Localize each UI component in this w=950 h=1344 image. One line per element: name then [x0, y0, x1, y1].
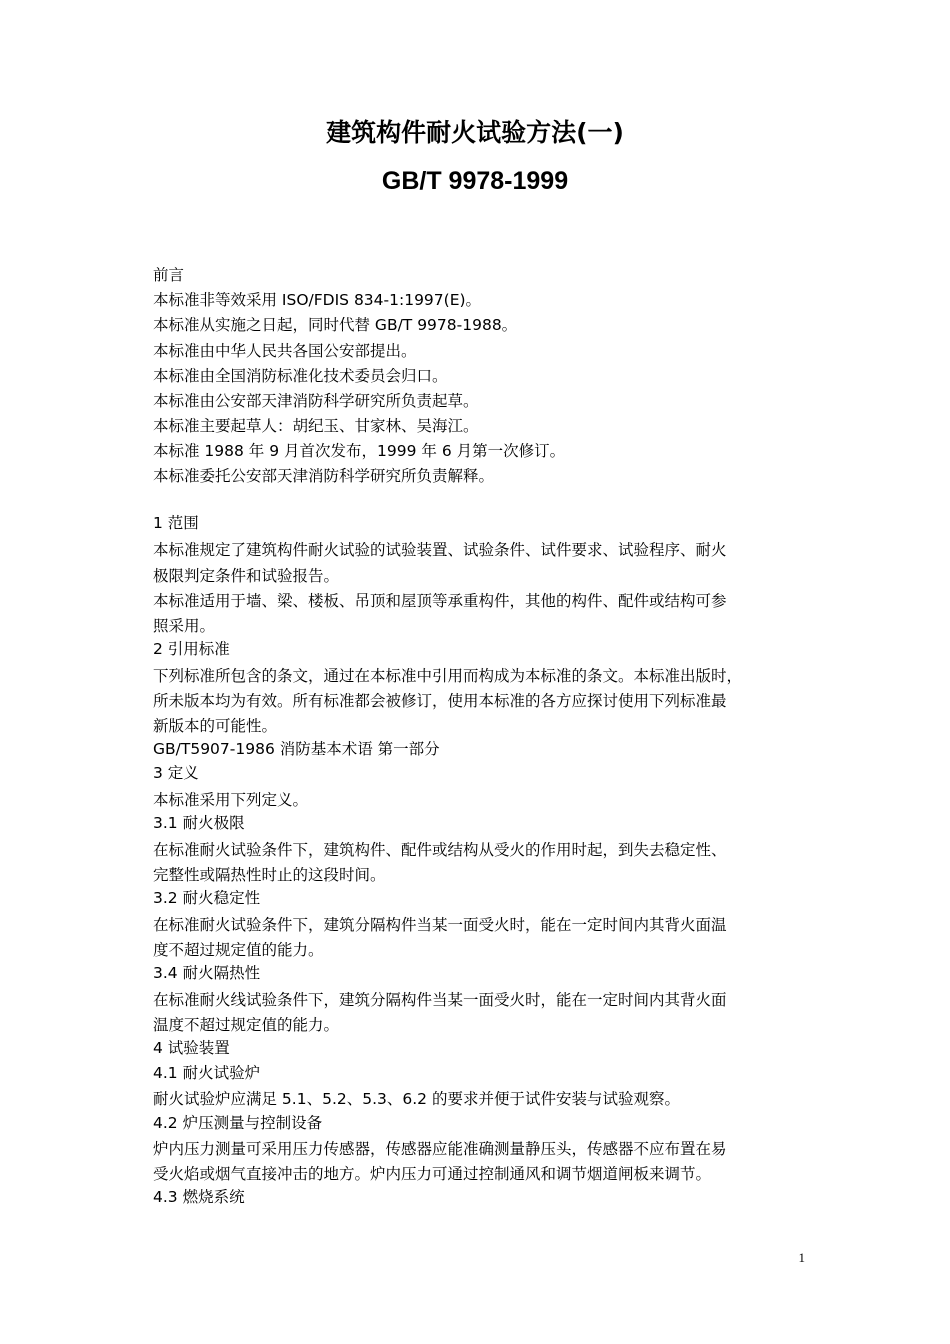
text-line: 所未版本均为有效。所有标准都会被修订，使用本标准的各方应探讨使用下列标准最 — [153, 692, 727, 710]
subsection-heading: 4.1 耐火试验炉 — [153, 1064, 261, 1082]
section-heading: 1 范围 — [153, 514, 199, 532]
text-line: 本标准委托公安部天津消防科学研究所负责解释。 — [153, 467, 495, 485]
text-line: 极限判定条件和试验报告。 — [153, 567, 340, 585]
page-number: 1 — [798, 1250, 805, 1265]
text-line: 在标准耐火试验条件下，建筑分隔构件当某一面受火时，能在一定时间内其背火面温 — [153, 916, 727, 934]
text-line: 本标准非等效采用 ISO/FDIS 834-1:1997(E)。 — [153, 291, 482, 309]
text-line: 本标准从实施之日起，同时代替 GB/T 9978-1988。 — [153, 316, 518, 334]
text-line: 下列标准所包含的条文，通过在本标准中引用而构成为本标准的条文。本标准出版时， — [153, 667, 743, 685]
text-line: 本标准采用下列定义。 — [153, 791, 309, 809]
section-heading: 4 试验装置 — [153, 1039, 230, 1057]
text-line: 受火焰或烟气直接冲击的地方。炉内压力可通过控制通风和调节烟道闸板来调节。 — [153, 1165, 712, 1183]
text-line: 本标准规定了建筑构件耐火试验的试验装置、试验条件、试件要求、试验程序、耐火 — [153, 541, 727, 559]
text-line: 温度不超过规定值的能力。 — [153, 1016, 340, 1034]
subsection-heading: 4.3 燃烧系统 — [153, 1188, 245, 1206]
text-line: 炉内压力测量可采用压力传感器，传感器应能准确测量静压头，传感器不应布置在易 — [153, 1140, 727, 1158]
text-line: 在标准耐火线试验条件下，建筑分隔构件当某一面受火时，能在一定时间内其背火面 — [153, 991, 727, 1009]
standard-code: GB/T 9978-1999 — [381, 167, 569, 195]
text-line: GB/T5907-1986 消防基本术语 第一部分 — [153, 740, 440, 758]
text-line: 在标准耐火试验条件下，建筑构件、配件或结构从受火的作用时起，到失去稳定性、 — [153, 841, 727, 859]
text-line: 耐火试验炉应满足 5.1、5.2、5.3、6.2 的要求并便于试件安装与试验观察。 — [153, 1090, 680, 1108]
text-line: 照采用。 — [153, 617, 216, 635]
subsection-heading: 3.4 耐火隔热性 — [153, 964, 261, 982]
text-line: 本标准主要起草人：胡纪玉、甘家林、吴海江。 — [153, 417, 479, 435]
section-heading: 3 定义 — [153, 764, 199, 782]
text-line: 前言 — [153, 266, 185, 284]
text-line: 本标准适用于墙、梁、楼板、吊顶和屋顶等承重构件，其他的构件、配件或结构可参 — [153, 592, 727, 610]
document-title: 建筑构件耐火试验方法(一) — [326, 118, 624, 147]
text-line: 新版本的可能性。 — [153, 717, 278, 735]
text-line: 本标准由中华人民共各国公安部提出。 — [153, 342, 417, 360]
text-line: 度不超过规定值的能力。 — [153, 941, 324, 959]
text-line: 本标准 1988 年 9 月首次发布，1999 年 6 月第一次修订。 — [153, 442, 566, 460]
subsection-heading: 3.2 耐火稳定性 — [153, 889, 261, 907]
text-line: 本标准由全国消防标准化技术委员会归口。 — [153, 367, 448, 385]
subsection-heading: 3.1 耐火极限 — [153, 814, 245, 832]
text-line: 完整性或隔热性时止的这段时间。 — [153, 866, 386, 884]
text-line: 本标准由公安部天津消防科学研究所负责起草。 — [153, 392, 479, 410]
section-heading: 2 引用标准 — [153, 640, 230, 658]
subsection-heading: 4.2 炉压测量与控制设备 — [153, 1114, 323, 1132]
